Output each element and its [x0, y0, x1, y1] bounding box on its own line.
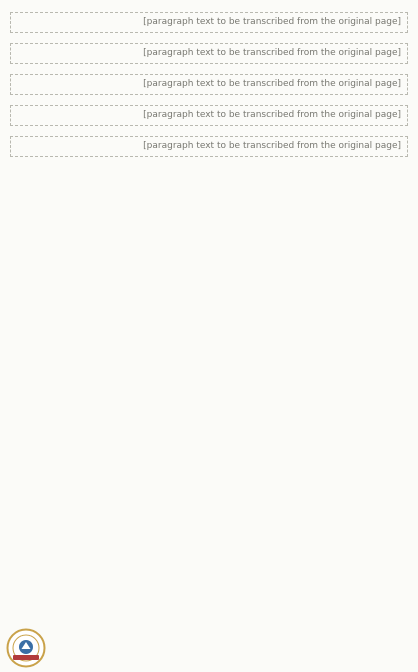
paragraph-3-placeholder: [paragraph text to be transcribed from the original page] — [10, 74, 408, 95]
paragraph-5-placeholder: [paragraph text to be transcribed from the original page] — [10, 136, 408, 157]
paragraph-2-placeholder: [paragraph text to be transcribed from the original page] — [10, 43, 408, 64]
paragraph-1-placeholder: [paragraph text to be transcribed from the original page] — [10, 12, 408, 33]
paragraph-3 — [10, 74, 408, 95]
seal-band — [13, 655, 39, 660]
watermark-seal-icon — [6, 628, 46, 668]
paragraph-5 — [10, 136, 408, 157]
paragraph-4 — [10, 105, 408, 126]
paragraph-2 — [10, 43, 408, 64]
paragraph-1 — [10, 12, 408, 33]
page-body-text — [10, 12, 408, 157]
paragraph-4-placeholder: [paragraph text to be transcribed from the original page] — [10, 105, 408, 126]
